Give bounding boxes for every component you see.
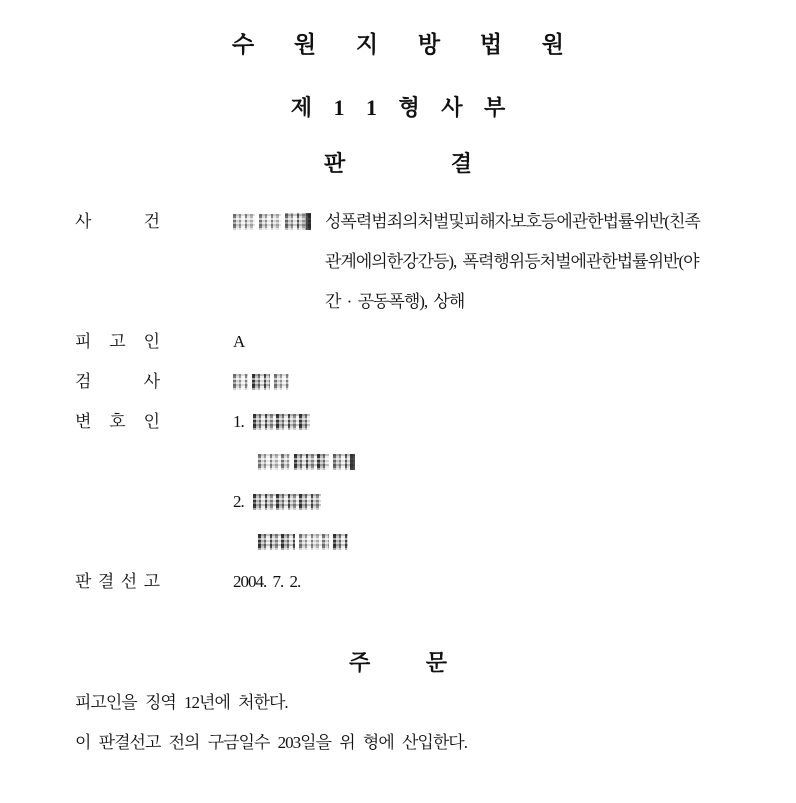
case-label: 사 건 [75, 212, 159, 231]
order-section [75, 683, 796, 763]
case-description-line: 성폭력범죄의처벌및피해자보호등에관한법률위반(친족 [325, 212, 700, 231]
field-row-counsel [75, 402, 796, 562]
order-line-sentence: 피고인을 징역 12년에 처한다. [75, 693, 288, 712]
field-row-prosecutor [75, 362, 796, 402]
redacted-counsel-2-name [253, 494, 321, 510]
order-heading: 주 문 [348, 650, 447, 675]
counsel-item-2 [233, 482, 796, 522]
redacted-counsel-1-detail [258, 454, 290, 470]
defendant-value: A [233, 332, 245, 351]
court-name-title: 수 원 지 방 법 원 [231, 32, 582, 57]
case-description [325, 202, 796, 322]
counsel-item-2-detail [258, 522, 796, 562]
counsel-item-1-detail [258, 442, 796, 482]
case-description-line: 간 · 공동폭행), 상해 [325, 292, 465, 311]
doc-type-title: 판 결 [323, 151, 472, 176]
defendant-label: 피 고 인 [75, 332, 159, 351]
case-fields [75, 202, 796, 602]
prosecutor-label: 검 사 [75, 372, 159, 391]
sentencing-date-label: 판 결 선 고 [75, 572, 159, 591]
counsel-item-number: 2. [233, 492, 244, 511]
field-row-defendant [75, 322, 796, 362]
redacted-counsel-2-detail [258, 534, 295, 550]
field-row-sentencing-date [75, 562, 796, 602]
counsel-label: 변 호 인 [75, 412, 159, 431]
sentencing-date-value: 2004. 7. 2. [233, 572, 301, 591]
division-title: 제 1 1 형 사 부 [290, 95, 514, 120]
counsel-value [233, 402, 796, 562]
case-value [233, 202, 796, 322]
redacted-counsel-1-name [253, 414, 310, 430]
counsel-item-number: 1. [233, 412, 244, 431]
field-row-case [75, 202, 796, 322]
prosecutor-value [233, 362, 796, 402]
redacted-prosecutor-name [233, 372, 289, 391]
redacted-case-number [233, 202, 311, 242]
case-description-line: 관계에의한강간등), 폭력행위등처벌에관한법률위반(야 [325, 252, 699, 271]
counsel-item-1 [233, 402, 796, 442]
order-line-detention-credit: 이 판결선고 전의 구금일수 203일을 위 형에 산입한다. [75, 733, 467, 752]
